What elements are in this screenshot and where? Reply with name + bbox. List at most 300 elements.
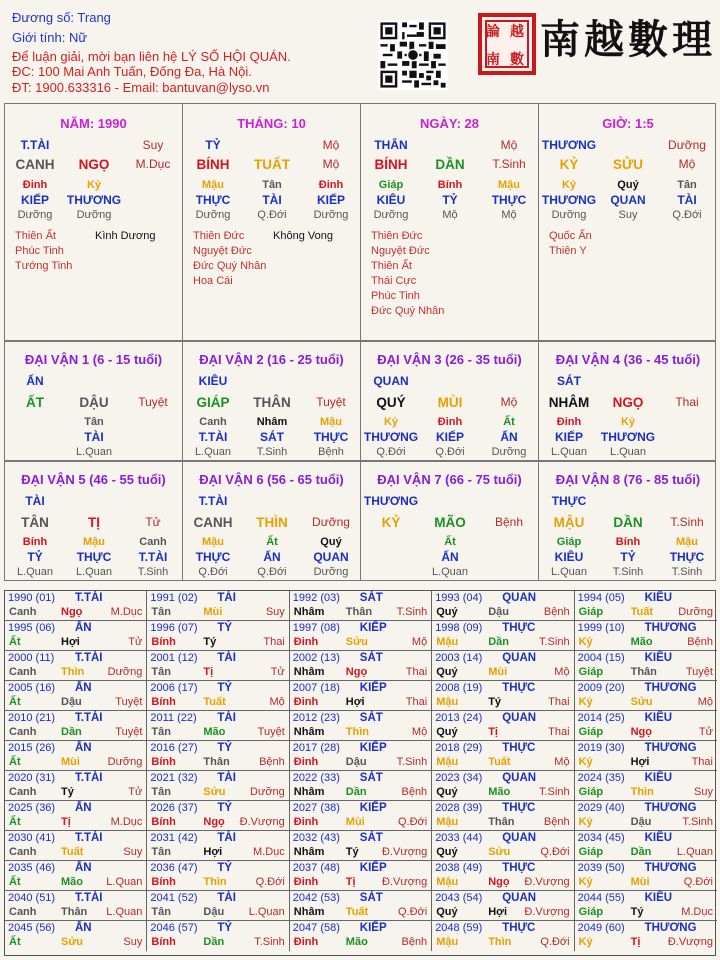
- hidden-god: THƯƠNG: [363, 430, 419, 444]
- dai-van-column: [183, 462, 361, 581]
- year-god: THƯƠNG: [644, 802, 697, 814]
- hidden-stem: Mậu: [320, 416, 342, 428]
- hidden-phase: Dưỡng: [491, 446, 527, 458]
- year-phase: Mộ: [411, 636, 428, 648]
- year-cell: [147, 921, 289, 951]
- year-branch: Sửu: [345, 636, 368, 648]
- pillar-phase: Mộ: [678, 157, 696, 171]
- annual-luck-grid: [4, 590, 716, 956]
- year-god: SÁT: [359, 652, 383, 664]
- hidden-stem: Ất: [503, 416, 515, 428]
- year-god: KIẾP: [359, 682, 387, 694]
- year-branch: Dậu: [630, 816, 652, 828]
- year-cell: [5, 591, 147, 621]
- year-phase: Dưỡng: [678, 606, 713, 618]
- year-phase: Dưỡng: [107, 666, 143, 678]
- year-god: TÀI: [217, 832, 236, 844]
- year-phase: L.Quan: [106, 906, 143, 918]
- year-cell: [432, 831, 574, 861]
- hidden-god: KIẾP: [316, 193, 345, 207]
- year-phase: Dưỡng: [107, 756, 143, 768]
- year-branch: Dần: [203, 936, 225, 948]
- year-phase: Bệnh: [543, 606, 570, 618]
- year-stem: Bính: [151, 936, 176, 948]
- year-label: 2022 (33): [292, 772, 340, 784]
- year-cell: [575, 921, 717, 951]
- hidden-stem: Ất: [266, 536, 278, 548]
- year-branch: Sửu: [203, 786, 226, 798]
- year-label: 2004 (15): [577, 652, 625, 664]
- year-phase: Thai: [405, 666, 428, 678]
- seal-char: 論: [486, 24, 500, 40]
- hidden-phase: Q.Đới: [435, 446, 465, 458]
- year-label: 2017 (28): [292, 742, 340, 754]
- year-phase: Bệnh: [401, 786, 428, 798]
- year-label: 2000 (11): [8, 652, 55, 664]
- pillar-top-god: THƯƠNG: [541, 138, 597, 152]
- year-god: SÁT: [359, 772, 383, 784]
- year-label: 2018 (29): [435, 742, 483, 754]
- year-cell: [432, 651, 574, 681]
- year-branch: Thân: [203, 756, 230, 768]
- year-branch: Tuất: [488, 756, 511, 768]
- hidden-stem: Đinh: [22, 179, 48, 191]
- year-phase: Q.Đới: [683, 876, 713, 888]
- dai-van-branch: DẦN: [613, 515, 643, 530]
- dai-van-phase: Mộ: [500, 395, 518, 409]
- dai-van-stem: MẬU: [553, 515, 585, 530]
- dai-van-top-god: THỰC: [551, 494, 587, 508]
- year-god: T.TÀI: [75, 772, 103, 784]
- year-cell: [5, 741, 147, 771]
- year-stem: Mậu: [436, 816, 459, 828]
- year-phase: Q.Đới: [397, 816, 428, 828]
- year-stem: Nhâm: [293, 726, 325, 738]
- year-label: 2031 (42): [150, 832, 198, 844]
- shen-sha-star: Không Vong: [273, 230, 333, 242]
- year-stem: Canh: [9, 786, 37, 798]
- year-label: 2025 (36): [8, 802, 56, 814]
- dai-van-title: ĐẠI VẬN 6 (56 - 65 tuổi): [199, 472, 344, 487]
- year-god: QUAN: [502, 712, 537, 724]
- year-cell: [147, 831, 289, 861]
- year-branch: Tý: [61, 786, 74, 798]
- year-god: TỶ: [217, 922, 233, 934]
- year-phase: Suy: [265, 606, 285, 618]
- year-phase: Q.Đới: [540, 936, 570, 948]
- pillar-stem: KỶ: [559, 157, 579, 172]
- year-stem: Bính: [151, 876, 176, 888]
- pillar-phase: T.Sinh: [492, 157, 526, 171]
- hidden-stem: Bính: [22, 536, 48, 548]
- shen-sha-star: Thiên Ất: [15, 230, 56, 242]
- year-cell: [575, 591, 717, 621]
- year-phase: Dưỡng: [250, 786, 285, 798]
- year-cell: [432, 591, 574, 621]
- year-god: KIẾP: [359, 922, 387, 934]
- hidden-god: THỰC: [195, 550, 231, 564]
- pillar-phase: M.Dục: [135, 157, 171, 171]
- year-cell: [290, 681, 432, 711]
- hidden-god: KIẾP: [435, 430, 464, 444]
- shen-sha-star: Thiên Ất: [371, 260, 412, 272]
- pillar-stem: BÍNH: [196, 157, 230, 172]
- year-cell: [432, 681, 574, 711]
- year-phase: T.Sinh: [539, 786, 570, 798]
- year-god: THỰC: [502, 862, 536, 874]
- year-cell: [147, 711, 289, 741]
- year-label: 2015 (26): [8, 742, 56, 754]
- hidden-god: TỶ: [442, 193, 458, 207]
- gender-label: Giới tính:: [12, 30, 66, 45]
- dai-van-title: ĐẠI VẬN 8 (76 - 85 tuổi): [555, 472, 701, 487]
- year-cell: [290, 891, 432, 921]
- dai-van-title: ĐẠI VẬN 2 (16 - 25 tuổi): [199, 352, 344, 367]
- dai-van-column: [539, 342, 717, 461]
- year-phase: Q.Đới: [255, 876, 285, 888]
- hidden-god: KIẾP: [554, 430, 583, 444]
- year-branch: Dậu: [203, 906, 225, 918]
- year-phase: Bệnh: [401, 936, 428, 948]
- year-label: 2026 (37): [150, 802, 198, 814]
- hidden-phase: L.Quan: [194, 446, 232, 458]
- year-god: QUAN: [502, 592, 537, 604]
- year-god: QUAN: [502, 832, 537, 844]
- shen-sha-star: Nguyệt Đức: [371, 245, 430, 257]
- year-label: 2030 (41): [8, 832, 56, 844]
- year-branch: Hợi: [630, 756, 650, 768]
- name-value: Trang: [77, 10, 111, 25]
- pillar-top-phase: Dưỡng: [668, 138, 706, 152]
- seal-char: 數: [510, 52, 524, 68]
- pillar-stem: CANH: [15, 157, 55, 172]
- year-god: SÁT: [359, 592, 383, 604]
- year-god: ẤN: [75, 922, 92, 934]
- year-cell: [5, 831, 147, 861]
- hidden-phase: Dưỡng: [17, 209, 53, 221]
- year-label: 1995 (06): [8, 622, 56, 634]
- year-label: 2042 (53): [292, 892, 340, 904]
- year-cell: [147, 651, 289, 681]
- year-phase: Thai: [691, 756, 713, 768]
- year-phase: M.Dục: [253, 846, 285, 858]
- pillar-top-phase: Mộ: [322, 138, 340, 152]
- hidden-stem: Mậu: [83, 536, 105, 548]
- dai-van-phase: Tuyệt: [316, 395, 346, 409]
- year-branch: Thìn: [488, 936, 512, 948]
- year-branch: Tý: [488, 696, 502, 708]
- year-phase: Đ.Vượng: [239, 816, 285, 828]
- dai-van-stem: CANH: [193, 515, 233, 530]
- year-cell: [432, 801, 574, 831]
- year-phase: Bệnh: [687, 636, 713, 648]
- year-stem: Tân: [151, 906, 171, 918]
- year-god: THƯƠNG: [644, 622, 697, 634]
- hidden-stem: Giáp: [378, 179, 404, 191]
- year-stem: Mậu: [436, 876, 459, 888]
- year-stem: Ất: [9, 636, 21, 648]
- year-cell: [575, 621, 717, 651]
- year-cell: [147, 801, 289, 831]
- address-line: ĐC: 100 Mai Anh Tuấn, Đống Đa, Hà Nội.: [12, 64, 252, 79]
- hidden-phase: Dưỡng: [195, 209, 231, 221]
- year-stem: Ất: [9, 816, 21, 828]
- year-stem: Nhâm: [293, 786, 325, 798]
- year-branch: Tý: [345, 846, 359, 858]
- year-phase: Tử: [698, 726, 713, 738]
- pillar-branch: NGỌ: [78, 157, 110, 172]
- year-label: 2039 (50): [577, 862, 625, 874]
- year-phase: Tử: [128, 636, 143, 648]
- year-cell: [5, 651, 147, 681]
- year-god: T.TÀI: [75, 832, 103, 844]
- year-god: KIẾP: [359, 862, 387, 874]
- year-god: KIÊU: [644, 892, 673, 904]
- pillar-column: [539, 104, 717, 340]
- dai-van-column: [361, 462, 539, 581]
- hidden-phase: L.Quan: [75, 446, 113, 458]
- year-branch: Ngọ: [203, 816, 225, 828]
- shen-sha-star: Phúc Tinh: [15, 245, 64, 257]
- year-stem: Bính: [151, 636, 176, 648]
- dai-van-top-god: T.TÀI: [198, 494, 228, 508]
- hidden-stem: Kỷ: [620, 416, 636, 428]
- brand-logo-text: 南越數理: [540, 16, 716, 63]
- year-label: 2020 (31): [8, 772, 56, 784]
- hidden-god: THỰC: [195, 193, 231, 207]
- year-phase: Đ.Vượng: [382, 876, 428, 888]
- year-god: TÀI: [217, 652, 236, 664]
- hidden-phase: Q.Đới: [198, 566, 228, 578]
- year-label: 2011 (22): [150, 712, 197, 724]
- year-stem: Tân: [151, 606, 171, 618]
- year-label: 2016 (27): [150, 742, 198, 754]
- year-stem: Giáp: [578, 906, 604, 918]
- hidden-stem: Đinh: [318, 179, 344, 191]
- year-cell: [290, 711, 432, 741]
- year-cell: [290, 861, 432, 891]
- year-branch: Thìn: [61, 666, 85, 678]
- year-stem: Kỷ: [578, 876, 593, 888]
- year-stem: Ất: [9, 756, 21, 768]
- pillar-top-god: THÂN: [374, 138, 408, 152]
- dai-van-top-god: KIÊU: [198, 374, 228, 388]
- year-stem: Canh: [9, 606, 37, 618]
- shen-sha-star: Kình Dương: [95, 230, 156, 242]
- hidden-god: ẤN: [500, 430, 518, 444]
- year-phase: Tử: [270, 666, 285, 678]
- year-branch: Tuất: [630, 606, 653, 618]
- year-phase: Tuyệt: [115, 696, 143, 708]
- pillar-branch: TUẤT: [254, 157, 290, 172]
- hidden-god: QUAN: [313, 550, 349, 564]
- pillar-column: [183, 104, 361, 340]
- year-cell: [290, 801, 432, 831]
- year-label: 1999 (10): [577, 622, 625, 634]
- name-line: [12, 10, 111, 25]
- year-label: 2027 (38): [292, 802, 340, 814]
- year-cell: [147, 771, 289, 801]
- hidden-god: THỰC: [76, 550, 112, 564]
- year-god: KIÊU: [644, 592, 673, 604]
- year-branch: Hợi: [61, 636, 80, 648]
- dai-van-branch: TỊ: [88, 515, 100, 530]
- year-phase: Mộ: [269, 696, 285, 708]
- year-cell: [432, 711, 574, 741]
- dai-van-top-god: TÀI: [25, 494, 45, 508]
- shen-sha-star: Hoa Cái: [193, 275, 233, 287]
- shen-sha-star: Thái Cực: [371, 275, 417, 287]
- hidden-stem: Mậu: [676, 536, 698, 548]
- gender-value: Nữ: [68, 30, 88, 45]
- hidden-stem: Quý: [617, 179, 639, 191]
- pillar-column: [361, 104, 539, 340]
- dai-van-phase: T.Sinh: [670, 515, 704, 529]
- hidden-stem: Đinh: [556, 416, 582, 428]
- year-label: 2041 (52): [150, 892, 198, 904]
- hidden-god: T.TÀI: [138, 550, 168, 564]
- year-label: 1998 (09): [435, 622, 483, 634]
- year-god: QUAN: [502, 772, 537, 784]
- year-god: THƯƠNG: [644, 922, 697, 934]
- year-branch: Dậu: [345, 756, 367, 768]
- hidden-god: TÀI: [84, 430, 104, 444]
- year-phase: L.Quan: [106, 876, 143, 888]
- year-branch: Dần: [488, 636, 509, 648]
- shen-sha-star: Thiên Y: [549, 245, 587, 257]
- pillar-top-god: TỶ: [205, 138, 221, 152]
- dai-van-row-1: [4, 341, 716, 461]
- year-branch: Thìn: [203, 876, 227, 888]
- hidden-phase: Q.Đới: [376, 446, 406, 458]
- hidden-phase: Bệnh: [318, 446, 344, 458]
- year-phase: T.Sinh: [396, 756, 428, 768]
- dai-van-title: ĐẠI VẬN 4 (36 - 45 tuổi): [555, 352, 701, 367]
- phone-line: ĐT: 1900.633316 - Email: bantuvan@lyso.vn: [12, 80, 270, 95]
- year-cell: [5, 861, 147, 891]
- year-stem: Mậu: [436, 936, 459, 948]
- year-god: SÁT: [359, 892, 383, 904]
- year-branch: Mão: [203, 726, 226, 738]
- year-god: TỶ: [217, 622, 233, 634]
- pillar-top-god: T.TÀI: [20, 138, 50, 152]
- year-label: 1991 (02): [150, 592, 198, 604]
- year-branch: Tị: [488, 726, 498, 738]
- year-phase: Mộ: [554, 666, 570, 678]
- year-stem: Nhâm: [293, 906, 325, 918]
- year-branch: Ngọ: [488, 876, 510, 888]
- dai-van-stem: GIÁP: [196, 395, 230, 410]
- year-god: KIẾP: [359, 802, 387, 814]
- year-god: TỶ: [217, 862, 233, 874]
- year-phase: Bệnh: [259, 756, 285, 768]
- dai-van-branch: NGỌ: [612, 395, 644, 410]
- year-god: ẤN: [75, 682, 92, 694]
- year-branch: Hợi: [345, 696, 365, 708]
- year-god: TÀI: [217, 592, 236, 604]
- hidden-god: THƯƠNG: [541, 193, 597, 207]
- year-stem: Kỷ: [578, 696, 593, 708]
- hidden-god: THỰC: [313, 430, 349, 444]
- dai-van-branch: DẬU: [79, 395, 109, 410]
- year-label: 2044 (55): [577, 892, 625, 904]
- year-cell: [290, 621, 432, 651]
- hidden-god: TÀI: [262, 193, 282, 207]
- year-branch: Sửu: [630, 696, 653, 708]
- year-branch: Dậu: [488, 606, 509, 618]
- year-phase: T.Sinh: [539, 636, 570, 648]
- year-god: ẤN: [75, 742, 92, 754]
- shen-sha-star: Đức Quý Nhân: [193, 260, 267, 272]
- year-label: 2005 (16): [8, 682, 56, 694]
- year-god: KIẾP: [359, 742, 387, 754]
- year-cell: [290, 771, 432, 801]
- year-god: KIÊU: [644, 772, 673, 784]
- year-stem: Canh: [9, 666, 37, 678]
- year-branch: Hợi: [203, 846, 223, 858]
- year-label: 2014 (25): [577, 712, 625, 724]
- year-phase: Mộ: [697, 696, 713, 708]
- year-stem: Quý: [436, 606, 458, 618]
- dai-van-stem: KỶ: [381, 515, 401, 530]
- year-stem: Quý: [436, 726, 458, 738]
- year-branch: Thân: [345, 606, 373, 618]
- four-pillars-table: [4, 103, 716, 341]
- year-god: KIÊU: [644, 652, 673, 664]
- year-label: 2001 (12): [150, 652, 198, 664]
- year-phase: M.Dục: [110, 606, 143, 618]
- dai-van-column: [5, 342, 183, 461]
- year-branch: Thìn: [345, 726, 370, 738]
- year-stem: Mậu: [436, 756, 459, 768]
- pillar-branch: SỬU: [613, 157, 643, 172]
- year-branch: Tị: [630, 936, 641, 948]
- dai-van-branch: THÌN: [256, 515, 288, 530]
- year-branch: Mùi: [345, 816, 365, 828]
- year-phase: Thai: [263, 636, 285, 648]
- hidden-phase: L.Quan: [550, 446, 588, 458]
- hidden-god: ẤN: [263, 550, 281, 564]
- year-god: THỰC: [502, 802, 536, 814]
- year-phase: Suy: [123, 846, 143, 858]
- dai-van-phase: Thai: [675, 395, 699, 409]
- year-label: 2013 (24): [435, 712, 483, 724]
- year-god: KIÊU: [644, 712, 673, 724]
- year-cell: [290, 741, 432, 771]
- year-stem: Tân: [151, 726, 171, 738]
- year-label: 2040 (51): [8, 892, 56, 904]
- year-branch: Dậu: [61, 696, 82, 708]
- year-stem: Nhâm: [293, 666, 325, 678]
- hidden-phase: Q.Đới: [257, 566, 287, 578]
- year-label: 2019 (30): [577, 742, 625, 754]
- year-god: ẤN: [75, 622, 92, 634]
- year-stem: Tân: [151, 666, 171, 678]
- year-god: TÀI: [217, 892, 236, 904]
- year-stem: Mậu: [436, 636, 459, 648]
- dai-van-stem: ẤT: [26, 395, 44, 410]
- year-phase: L.Quan: [676, 846, 713, 858]
- hidden-stem: Canh: [199, 416, 227, 428]
- year-cell: [575, 771, 717, 801]
- pillar-column: [5, 104, 183, 340]
- hidden-phase: T.Sinh: [256, 446, 288, 458]
- year-label: 2006 (17): [150, 682, 198, 694]
- hidden-god: KIÊU: [554, 550, 584, 564]
- year-label: 2008 (19): [435, 682, 483, 694]
- year-god: KIÊU: [644, 832, 673, 844]
- year-branch: Tý: [203, 636, 217, 648]
